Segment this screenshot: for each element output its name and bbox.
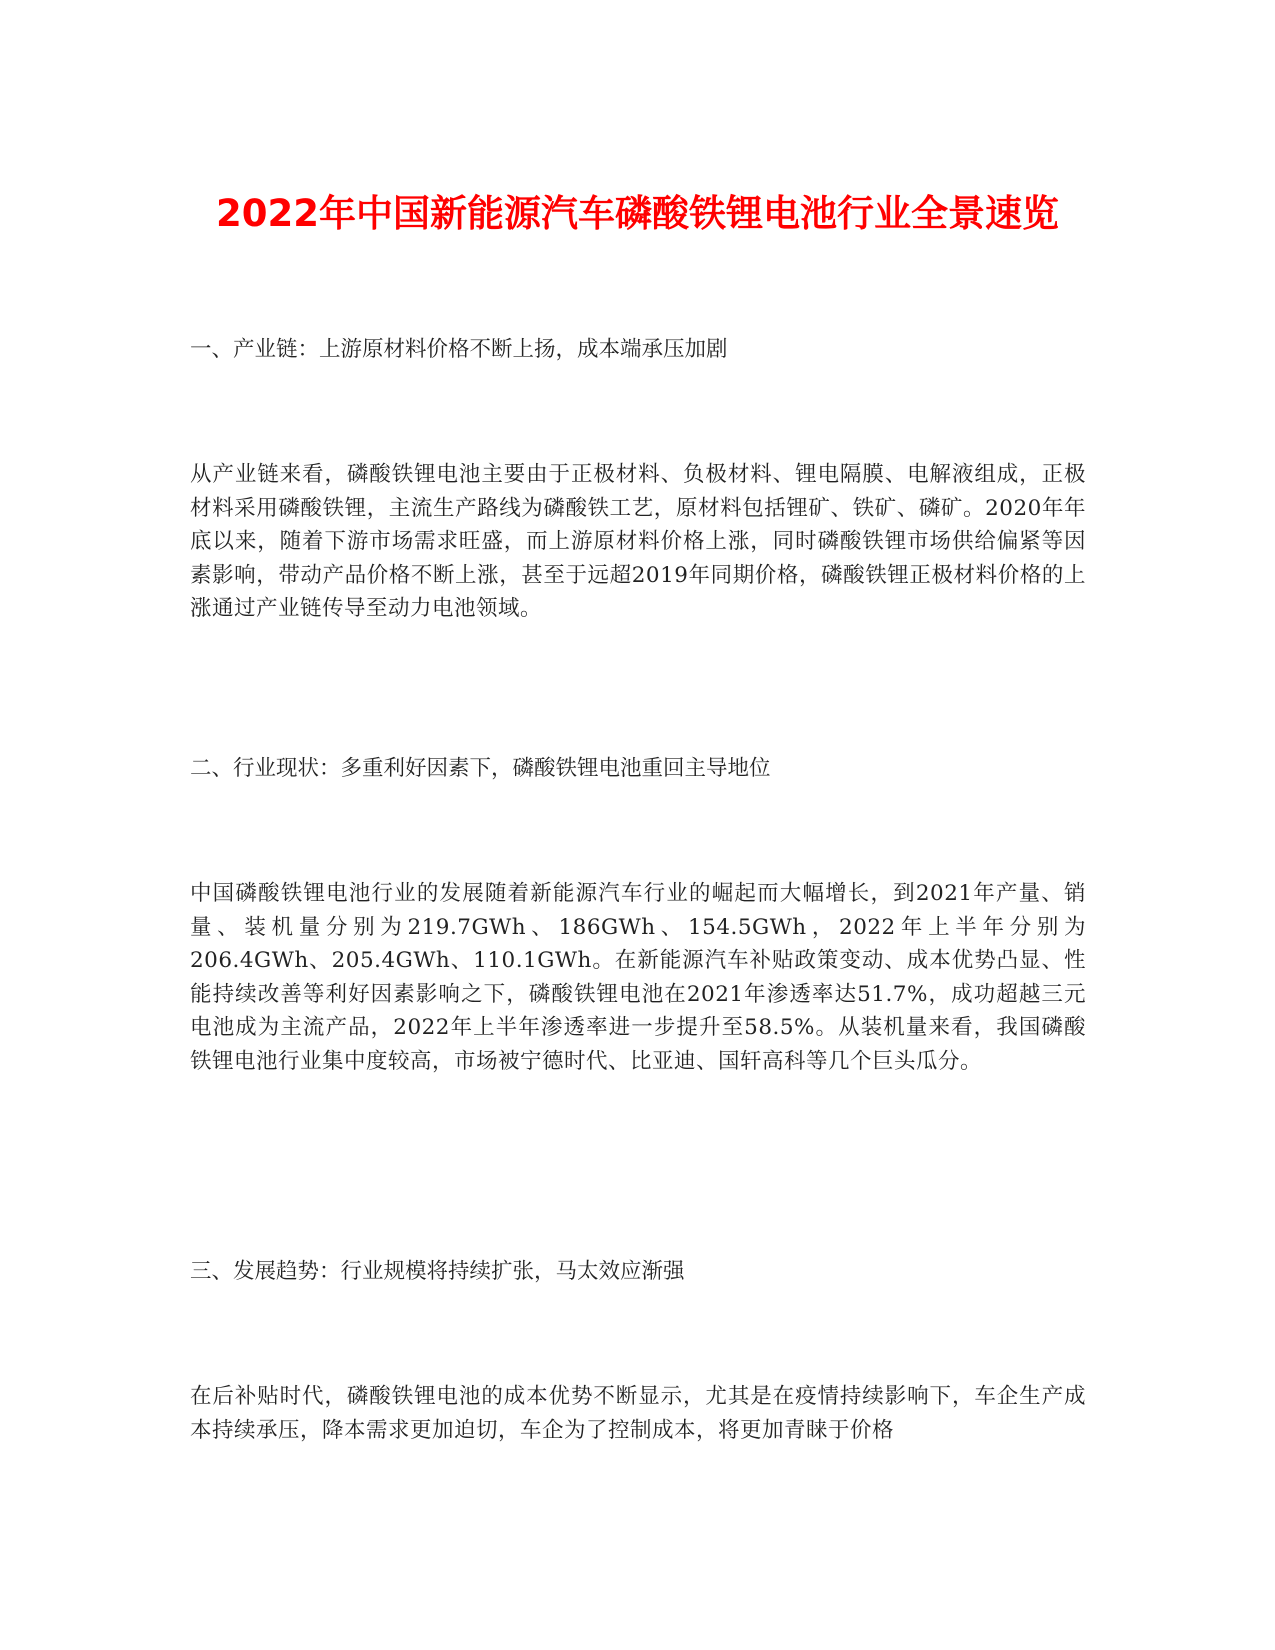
document-title: 2022年中国新能源汽车磷酸铁锂电池行业全景速览 <box>216 192 1059 235</box>
section-heading-industry-status: 二、行业现状：多重利好因素下，磷酸铁锂电池重回主导地位 <box>190 756 771 781</box>
section-paragraph-development-trend: 在后补贴时代，磷酸铁锂电池的成本优势不断显示，尤其是在疫情持续影响下，车企生产成本持续承压，降本需求更加迫切，车企为了控制成本，将更加青睐于价格 <box>190 1384 1086 1443</box>
section-paragraph-industry-status: 中国磷酸铁锂电池行业的发展随着新能源汽车行业的崛起而大幅增长，到2021年产量、销量、装机量分别为219.7GWh、186GWh、154.5GWh，2022年上半年分别为206.4GWh、205.4GWh、110.1GWh。在新能源汽车补贴政策变动、成本优势凸显、性能持续改善等利好因素影响之下，磷酸铁锂电池在2021年渗透率达51.7%，成功超越三元电池成为主流产品，2022年上半年渗透率进一步提升至58.5%。从装机量来看，我国磷酸铁锂电池行业集中度较高，市场被宁德时代、比亚迪、国轩高科等几个巨头瓜分。 <box>190 881 1086 1074</box>
section-paragraph-industry-chain: 从产业链来看，磷酸铁锂电池主要由于正极材料、负极材料、锂电隔膜、电解液组成，正极材料采用磷酸铁锂，主流生产路线为磷酸铁工艺，原材料包括锂矿、铁矿、磷矿。2020年年底以来，随着下游市场需求旺盛，而上游原材料价格上涨，同时磷酸铁锂市场供给偏紧等因素影响，带动产品价格不断上涨，甚至于远超2019年同期价格，磷酸铁锂正极材料价格的上涨通过产业链传导至动力电池领域。 <box>190 462 1086 622</box>
section-heading-industry-chain: 一、产业链：上游原材料价格不断上扬，成本端承压加剧 <box>190 337 728 362</box>
section-heading-development-trend: 三、发展趋势：行业规模将持续扩张，马太效应渐强 <box>190 1259 685 1284</box>
